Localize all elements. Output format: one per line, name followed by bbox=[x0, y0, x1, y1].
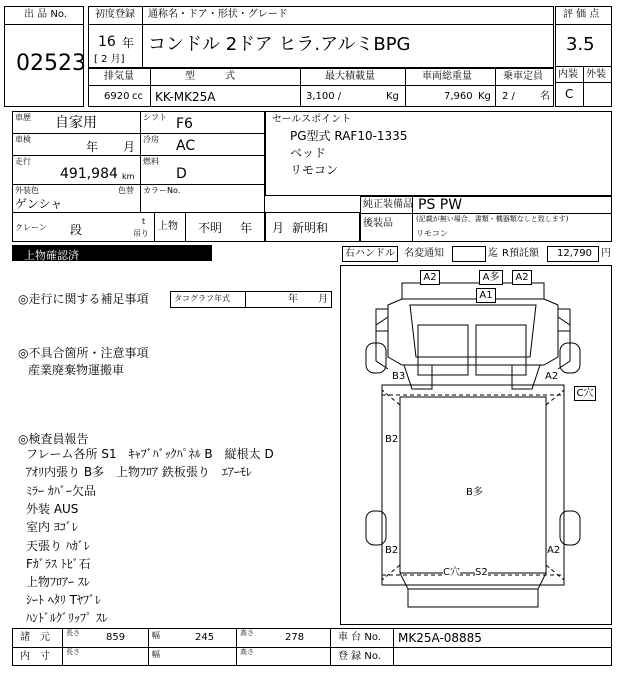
inspector-line: 外装 AUS bbox=[26, 502, 79, 516]
damage-mark: B多 bbox=[466, 487, 483, 498]
inspector-line: ｱｵﾘ内張り B多 上物ﾌﾛｱ 鉄板張り ｴｱｰﾓﾚ bbox=[26, 465, 252, 479]
inner-width-label: 幅 bbox=[152, 650, 160, 659]
damage-mark: A2 bbox=[545, 371, 559, 382]
details-box bbox=[12, 111, 265, 242]
max-load-unit: Kg bbox=[386, 91, 399, 102]
damage-mark: S2 bbox=[475, 567, 488, 578]
width-value: 245 bbox=[195, 632, 215, 643]
width-label: 幅 bbox=[152, 631, 160, 640]
inner-dims-label: 内 寸 bbox=[20, 651, 50, 662]
color-change-label: 色替 bbox=[118, 186, 134, 195]
inspector-line: ｼｰﾄ ﾍﾀﾘ Tﾔﾌﾞﾚ bbox=[26, 593, 101, 607]
history-value: 自家用 bbox=[55, 115, 97, 131]
crane-label: クレーン bbox=[15, 223, 47, 232]
equipment-label: 純正装備品 bbox=[363, 199, 413, 210]
displacement-value: 6920 bbox=[104, 91, 130, 102]
capacity-label: 乗車定員 bbox=[503, 71, 543, 82]
inspector-line: ﾊﾝﾄﾞﾙｸﾞﾘｯﾌﾟ ｽﾚ bbox=[26, 611, 108, 625]
cooler-label: 冷房 bbox=[143, 135, 159, 144]
displacement-label: 排気量 bbox=[104, 71, 134, 82]
gross-weight-label: 車両総重量 bbox=[422, 71, 472, 82]
dims-label: 諸 元 bbox=[20, 632, 50, 643]
max-load-label: 最大積載量 bbox=[325, 71, 375, 82]
cooler-value: AC bbox=[176, 138, 196, 154]
inspector-line: 上物ﾌﾛｱｰ ｽﾚ bbox=[26, 575, 90, 589]
name-change-field bbox=[452, 246, 486, 262]
r-deposit-unit: 円 bbox=[601, 248, 611, 259]
inspection-month: 月 bbox=[123, 140, 136, 154]
upper-month: 月 bbox=[272, 221, 285, 235]
defects-value: 産業廃棄物運搬車 bbox=[28, 363, 125, 377]
score-value: 3.5 bbox=[566, 34, 595, 55]
interior-label: 内装 bbox=[558, 69, 578, 80]
inspector-label: ◎検査員報告 bbox=[18, 432, 89, 446]
gross-weight-unit: Kg bbox=[478, 91, 491, 102]
tacho-month: 月 bbox=[318, 294, 328, 305]
chassis-value: MK25A-08885 bbox=[398, 631, 482, 645]
damage-mark: B2 bbox=[385, 545, 399, 556]
mileage-label: 走行 bbox=[15, 157, 31, 166]
height-value: 278 bbox=[285, 632, 305, 643]
ext-color-label: 外装色 bbox=[15, 186, 39, 195]
capacity-unit: 名 bbox=[540, 91, 550, 102]
tacho-year: 年 bbox=[288, 294, 298, 305]
fuel-value: D bbox=[176, 166, 187, 182]
history-label: 車歴 bbox=[15, 113, 31, 122]
damage-mark: A1 bbox=[476, 288, 496, 303]
sales-point-line: PG型式 RAF10-1335 bbox=[290, 129, 408, 143]
upper-value: 不明 bbox=[198, 221, 223, 235]
damage-mark: A2 bbox=[547, 545, 561, 556]
reg-month: [ 2 月] bbox=[94, 54, 125, 65]
exterior-label: 外装 bbox=[586, 69, 606, 80]
damage-mark: B2 bbox=[385, 434, 399, 445]
crane-hang: 吊り bbox=[133, 229, 149, 238]
first-reg-label: 初度登録 bbox=[95, 9, 135, 20]
sales-point-line: リモコン bbox=[290, 163, 339, 177]
registration-label: 登 録 No. bbox=[338, 651, 381, 662]
equipment-value: PS PW bbox=[418, 197, 463, 213]
upper-year: 年 bbox=[240, 221, 253, 235]
inspector-line: 天張り ﾊｶﾞﾚ bbox=[26, 539, 90, 553]
damage-mark: C穴 bbox=[443, 567, 460, 578]
inspector-line: 室内 ﾖｺﾞﾚ bbox=[26, 520, 78, 534]
crane-t: t bbox=[142, 217, 146, 226]
aftermarket-note: (記載が無い場合、書類・機器類なしと致します) bbox=[416, 215, 569, 223]
model-name-label: 通称名・ドア・形状・グレード bbox=[148, 9, 288, 20]
reg-year-unit: 年 bbox=[122, 36, 135, 50]
sales-points-label: セールスポイント bbox=[272, 114, 352, 125]
mileage-unit: km bbox=[122, 172, 135, 181]
shift-value: F6 bbox=[176, 116, 193, 132]
aftermarket-label: 後装品 bbox=[363, 218, 393, 229]
remote-item: リモコン bbox=[416, 229, 448, 238]
upper-maker: 新明和 bbox=[292, 221, 329, 235]
damage-mark: B3 bbox=[392, 371, 406, 382]
confirm-banner: 上物確認済 bbox=[12, 245, 212, 261]
gross-weight-value: 7,960 bbox=[444, 91, 473, 102]
r-deposit-value: 12,790 bbox=[557, 248, 592, 259]
damage-mark: A2 bbox=[512, 270, 532, 285]
lot-number: 02523 bbox=[16, 51, 86, 76]
max-load-value: 3,100 / bbox=[306, 91, 342, 102]
r-deposit-label: R預託額 bbox=[502, 248, 539, 259]
damage-mark: A2 bbox=[420, 270, 440, 285]
model-name: コンドル 2ドア ヒラ.アルミBPG bbox=[148, 34, 411, 55]
interior-grade: C bbox=[565, 87, 574, 101]
score-label: 評 価 点 bbox=[563, 9, 600, 20]
driving-notes-label: ◎走行に関する補足事項 bbox=[18, 292, 149, 306]
length-label: 長さ bbox=[66, 629, 80, 637]
inspector-line: ﾐﾗｰ ｶﾊﾞｰ欠品 bbox=[26, 484, 96, 498]
inspection-year: 年 bbox=[86, 140, 99, 154]
inner-length-label: 長さ bbox=[66, 648, 80, 656]
inspector-line: フレーム各所 S1 ｷｬﾌﾞﾊﾞｯｸﾊﾟﾈﾙ B 縦根太 D bbox=[26, 447, 274, 461]
tacho-label: タコグラフ年式 bbox=[174, 294, 230, 303]
name-change-label: 名変通知 bbox=[404, 248, 444, 259]
upper-label: 上物 bbox=[158, 221, 178, 232]
height-label: 高さ bbox=[240, 629, 254, 637]
color-no-label: カラーNo. bbox=[143, 186, 181, 195]
damage-mark: C穴 bbox=[574, 386, 596, 401]
distance-mark: 迄 bbox=[488, 248, 498, 259]
inspector-line: Fｶﾞﾗｽ ﾄﾋﾞ石 bbox=[26, 557, 91, 571]
inner-height-label: 高さ bbox=[240, 648, 254, 656]
ext-color-value: ゲンシャ bbox=[15, 197, 63, 211]
sales-point-line: ベッド bbox=[290, 146, 327, 160]
mileage-value: 491,984 bbox=[60, 166, 118, 182]
type-value: KK-MK25A bbox=[155, 90, 216, 104]
inspection-label: 車検 bbox=[15, 135, 31, 144]
reg-year: 16 bbox=[98, 34, 116, 50]
crane-stage: 段 bbox=[70, 223, 83, 237]
displacement-unit: cc bbox=[132, 91, 143, 102]
capacity-value: 2 / bbox=[502, 91, 515, 102]
length-value: 859 bbox=[106, 632, 126, 643]
chassis-label: 車 台 No. bbox=[338, 632, 381, 643]
fuel-label: 燃料 bbox=[143, 157, 159, 166]
shift-label: シフト bbox=[143, 113, 167, 122]
rhd-label: 右ハンドル bbox=[345, 248, 395, 259]
type-label: 型 式 bbox=[185, 71, 235, 82]
defects-label: ◎不具合箇所・注意事項 bbox=[18, 346, 149, 360]
damage-mark: A多 bbox=[479, 270, 503, 285]
lot-label: 出 品 No. bbox=[24, 9, 67, 20]
